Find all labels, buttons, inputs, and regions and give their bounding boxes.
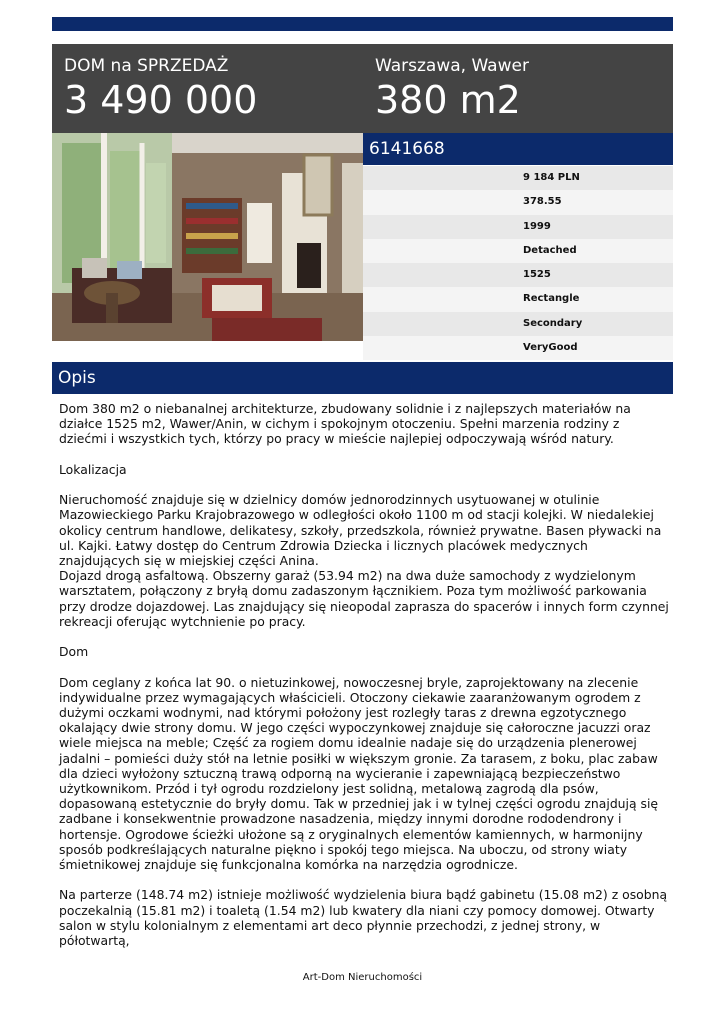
heading-house: Dom [59,644,89,660]
detail-building-type: Detached [363,239,673,263]
location-text: Nieruchomość znajduje się w dzielnicy domów jednorodzinnych usytuowanej w otulinie Mazowieckiego Parku Krajobrazowego w odległości około 1100 m od stacji kolejki. W niedalekiej okolicy centrum handlowe, delikatesy, szkoły, przedszkola, również prywatne. Basen pływacki na ul. Kajki. Łatwy dostęp do Centrum Zdrowia Dziecka i licznych placówek medycznych znajdujących się w miejskiej części Anina. [59,492,662,568]
property-price: 3 490 000 [64,78,258,122]
header-left [64,56,257,122]
section-title-description: Opis [52,362,673,394]
description-ground-floor: Na parterze (148.74 m2) istnieje możliwość wydzielenia biura bądź gabinetu (15.08 m2) z osobną poczekalnią (15.81 m2) i toaletą (1.54 m2) lub kwatery dla niani czy pomocy domowej. Otwarty salon w stylu kolonialnym z elementami art deco płynnie przechodzi, z jednej strony, w półotwartą, [59,887,668,949]
property-location: Warszawa, Wawer [375,56,529,76]
detail-market: Secondary [363,312,673,336]
detail-condition: VeryGood [363,336,673,360]
property-photo [52,133,363,341]
property-area: 380 m2 [375,78,521,122]
description-house: Dom ceglany z końca lat 90. o nietuzinkowej, nowoczesnej bryle, zaprojektowany na zlecenie indywidualne przez wymagających właścicieli. Otoczony ciekawie zaaranżowanym ogrodem z dużymi oczkami wodnymi, nad którymi położony jest rozległy taras z drewna egzotycznego okalający dwie strony domu. W jego części wypoczynkowej znajduje się całoroczne jacuzzi oraz wiele miejsca na meble; Część za rogiem domu idealnie nadaje się do urządzenia plenerowej jadalni – pomieści duży stół na letnie posiłki w większym gronie. Za tarasem, z boku, plac zabaw dla dzieci wyłożony sztuczną trawą odporną na wycieranie i zapewniającą bezpieczeństwo użytkownikom. Przód i tył ogrodu rozdzielony jest solidną, metalową zagrodą dla psów, dopasowaną estetycznie do bryły domu. Tak w przedniej jak i w tylnej części ogrodu znajdują się zadbane i konsekwentnie prowadzone nasadzenia, między innymi dorodne rododendrony i hortensje. Ogrodowe ścieżki ułożone są z oryginalnych elementów kamiennych, w harmonijny sposób podkreślających naturalne piękno i spokój tego miejsca. Na uboczu, od strony wiaty śmietnikowej znajduje się funkcjonalna komórka na narzędzia ogrodnicze. [59,674,659,873]
top-accent-bar [52,17,673,31]
detail-price-per-m2: 9 184 PLN [363,166,673,190]
detail-usable-area: 378.55 [363,190,673,214]
access-text: Dojazd drogą asfaltową. Obszerny garaż (53.94 m2) na dwa duże samochody z wydzielonym warsztatem, połączony z bryłą domu zadaszonym łącznikiem. Poza tym możliwość parkowania przy drodze dojazdowej. Las znajdujący się nieopodal zaprasza do spacerów i innych form czynnej rekreacji oferując wytchnienie po pracy. [59,568,669,629]
heading-location: Lokalizacja [59,461,127,477]
living-room-image [52,133,363,341]
detail-plot-shape: Rectangle [363,287,673,311]
listing-id: 6141668 [363,133,673,165]
details-table [363,166,673,360]
property-type: DOM na SPRZEDAŻ [64,56,229,76]
description-body [59,401,669,963]
detail-plot-area: 1525 [363,263,673,287]
header-right [375,56,529,122]
listing-header [52,44,673,133]
description-location [59,492,669,629]
description-intro: Dom 380 m2 o niebanalnej architekturze, zbudowany solidnie i z najlepszych materiałów na działce 1525 m2, Wawer/Anin, w cichym i spokojnym otoczeniu. Spełni marzenia rodziny z dziećmi i wszystkich tych, którzy po pracy w mieście najlepiej odpoczywają wśród natury. [59,401,631,447]
detail-year-built: 1999 [363,215,673,239]
footer-agency: Art-Dom Nieruchomości [302,972,423,983]
